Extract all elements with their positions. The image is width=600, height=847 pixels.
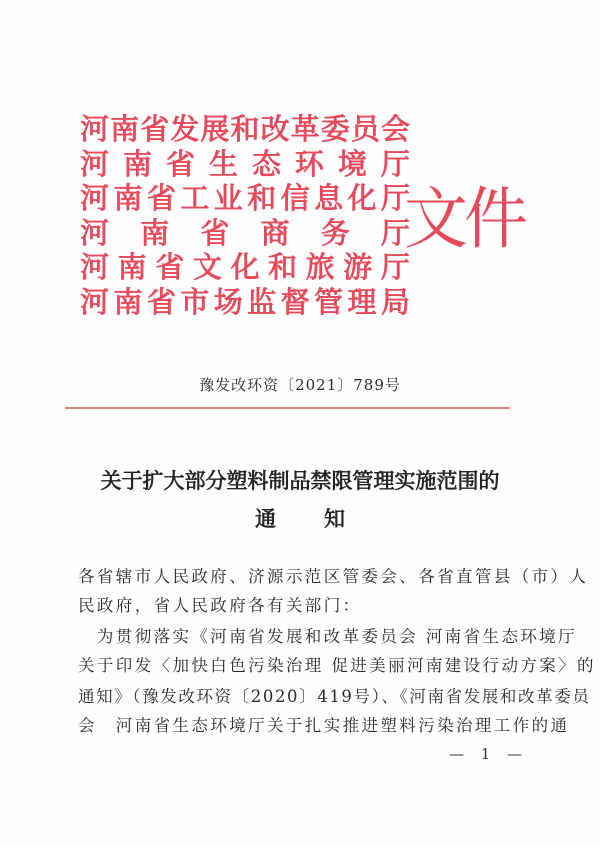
- issuer-culture-tourism: 河 南 省 文 化 和 旅 游 厅: [80, 250, 410, 284]
- body-line: 各省辖市人民政府、济源示范区管委会、各省直管县（市）人: [78, 567, 589, 586]
- document-number: 豫发改环资〔2021〕789号: [199, 376, 401, 394]
- issuer-ecology-environment: 河 南 省 生 态 环 境 厅: [80, 146, 410, 181]
- body-line: 为贯彻落实《河南省发展和改革委员会 河南省生态环境厅: [78, 627, 578, 646]
- body-line: 会 河南省生态环境厅关于扎实推进塑料污染治理工作的通: [78, 716, 570, 735]
- red-header-rule: [65, 407, 510, 409]
- body-line: 民政府，省人民政府各有关部门：: [78, 596, 362, 615]
- document-mark: 文件: [404, 181, 524, 259]
- issuer-market-regulation: 河 南 省 市 场 监 督 管 理 局: [80, 284, 410, 319]
- body-line: 通知》（豫发改环资〔2020〕419号）、《河南省发展和改革委员: [78, 687, 591, 706]
- bleed-through-text: [75, 92, 525, 94]
- issuing-authorities: [80, 112, 410, 319]
- issuer-industry-it: 河 南 省 工 业 和 信 息 化 厅: [80, 181, 410, 215]
- body-line: 关于印发〈加快白色污染治理 促进美丽河南建设行动方案〉的: [78, 656, 596, 675]
- issuer-commerce: 河 南 省 商 务 厅: [80, 215, 410, 250]
- document-title-notice: 通 知: [255, 506, 345, 531]
- page-number: — 1 —: [449, 745, 529, 763]
- document-title: 关于扩大部分塑料制品禁限管理实施范围的: [100, 468, 500, 493]
- issuer-ndrc: 河 南 省 发 展 和 改 革 委 员 会: [80, 112, 410, 146]
